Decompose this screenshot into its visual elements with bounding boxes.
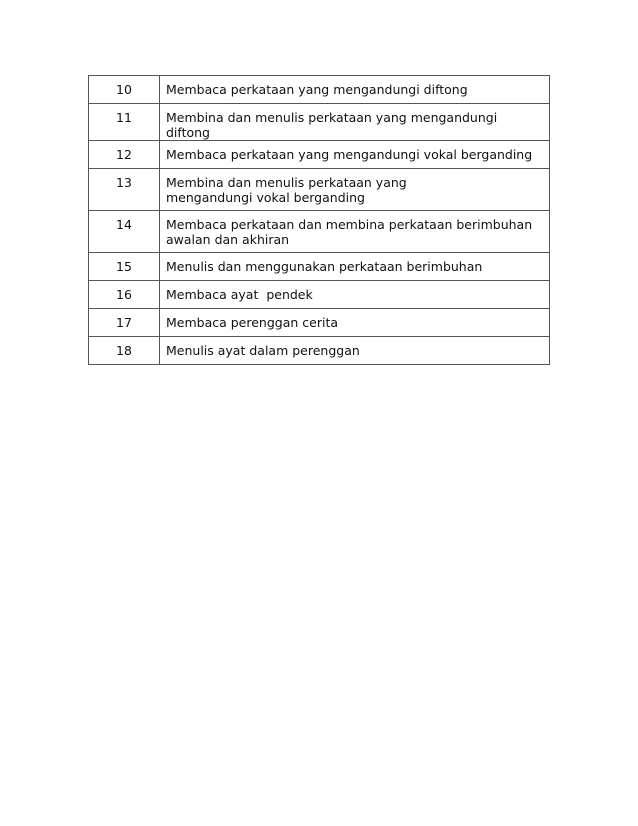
row-text: Membina dan menulis perkataan yang mengandungi diftong xyxy=(160,104,550,141)
lesson-table xyxy=(88,75,550,365)
table-row xyxy=(89,104,550,141)
table-row xyxy=(89,211,550,253)
row-number: 14 xyxy=(89,211,160,253)
row-text: Membaca perkataan dan membina perkataan berimbuhan awalan dan akhiran xyxy=(160,211,550,253)
row-number: 18 xyxy=(89,337,160,365)
row-number: 10 xyxy=(89,76,160,104)
table-row xyxy=(89,309,550,337)
row-number: 16 xyxy=(89,281,160,309)
row-number: 12 xyxy=(89,141,160,169)
table-row xyxy=(89,253,550,281)
row-text: Menulis ayat dalam perenggan xyxy=(160,337,550,365)
row-text: Membina dan menulis perkataan yang mengandungi vokal berganding xyxy=(160,169,550,211)
row-text: Membaca perkataan yang mengandungi vokal berganding xyxy=(160,141,550,169)
table-row xyxy=(89,169,550,211)
row-text: Menulis dan menggunakan perkataan berimbuhan xyxy=(160,253,550,281)
table-row xyxy=(89,141,550,169)
row-text: Membaca perenggan cerita xyxy=(160,309,550,337)
row-number: 11 xyxy=(89,104,160,141)
table-row xyxy=(89,281,550,309)
table-row xyxy=(89,76,550,104)
row-number: 17 xyxy=(89,309,160,337)
row-text: Membaca perkataan yang mengandungi diftong xyxy=(160,76,550,104)
row-text: Membaca ayat pendek xyxy=(160,281,550,309)
row-number: 15 xyxy=(89,253,160,281)
table-row xyxy=(89,337,550,365)
row-number: 13 xyxy=(89,169,160,211)
